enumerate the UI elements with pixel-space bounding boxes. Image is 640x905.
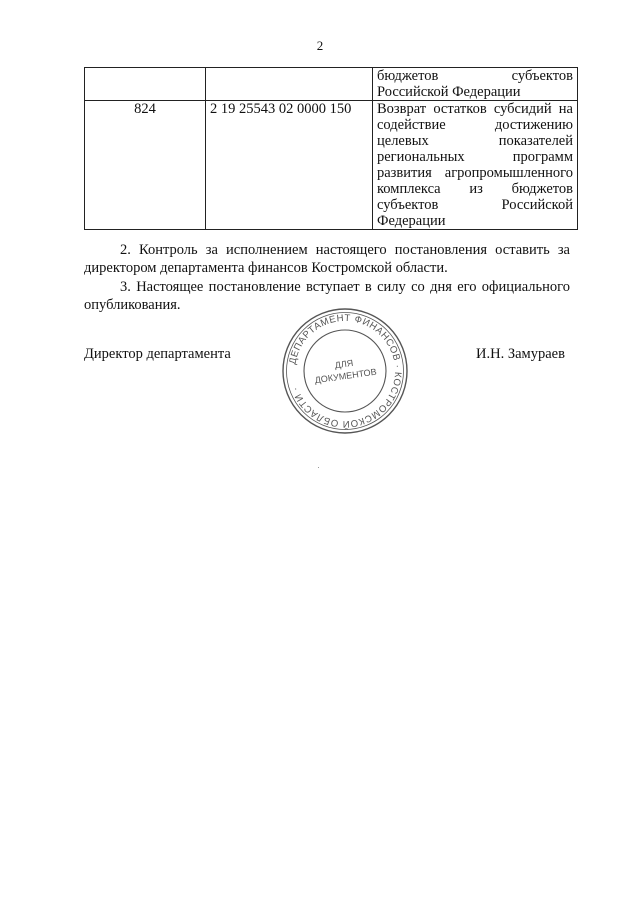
page-number: 2 bbox=[316, 38, 324, 53]
name-line: Российской Федерации bbox=[377, 84, 521, 100]
kbk-cell bbox=[206, 68, 373, 101]
official-stamp bbox=[280, 306, 410, 436]
stamp-outer-text: ДЕПАРТАМЕНТ ФИНАНСОВ · КОСТРОМСКОЙ ОБЛАСТИ · bbox=[287, 312, 404, 430]
paragraph-entry-into-force-text: 3. Настоящее постановление вступает в силу со дня его официального опубликования. bbox=[84, 279, 570, 313]
name-line: целевых показателей bbox=[377, 133, 573, 149]
name-line: бюджетов субъектов bbox=[377, 68, 573, 84]
stamp-inner-line-2: ДОКУМЕНТОВ bbox=[314, 366, 378, 386]
paragraph-control-text: 2. Контроль за исполнением настоящего постановления оставить за директором департамента финансов Костромской области. bbox=[84, 242, 570, 276]
name-line: развития агропромышленного bbox=[377, 165, 573, 181]
table-row bbox=[85, 68, 578, 101]
name-line: Федерации bbox=[377, 213, 446, 229]
kbk-cell: 2 19 25543 02 0000 150 bbox=[206, 101, 373, 230]
table-row bbox=[85, 101, 578, 230]
budget-table bbox=[84, 67, 578, 230]
signatory-name: И.Н. Замураев bbox=[476, 346, 565, 362]
name-line: региональных программ bbox=[377, 149, 573, 165]
name-line: комплекса из бюджетов bbox=[377, 181, 573, 197]
name-cell bbox=[373, 68, 578, 101]
name-cell bbox=[373, 101, 578, 230]
scan-speck bbox=[318, 467, 319, 468]
name-line: содействие достижению bbox=[377, 117, 573, 133]
name-line: субъектов Российской bbox=[377, 197, 573, 213]
stamp-inner-line-1: ДЛЯ bbox=[334, 357, 354, 371]
signatory-title: Директор департамента bbox=[84, 346, 231, 362]
paragraph-control bbox=[84, 242, 570, 277]
code-cell: 824 bbox=[85, 101, 206, 230]
name-line: Возврат остатков субсидий на bbox=[377, 101, 573, 117]
code-cell bbox=[85, 68, 206, 101]
